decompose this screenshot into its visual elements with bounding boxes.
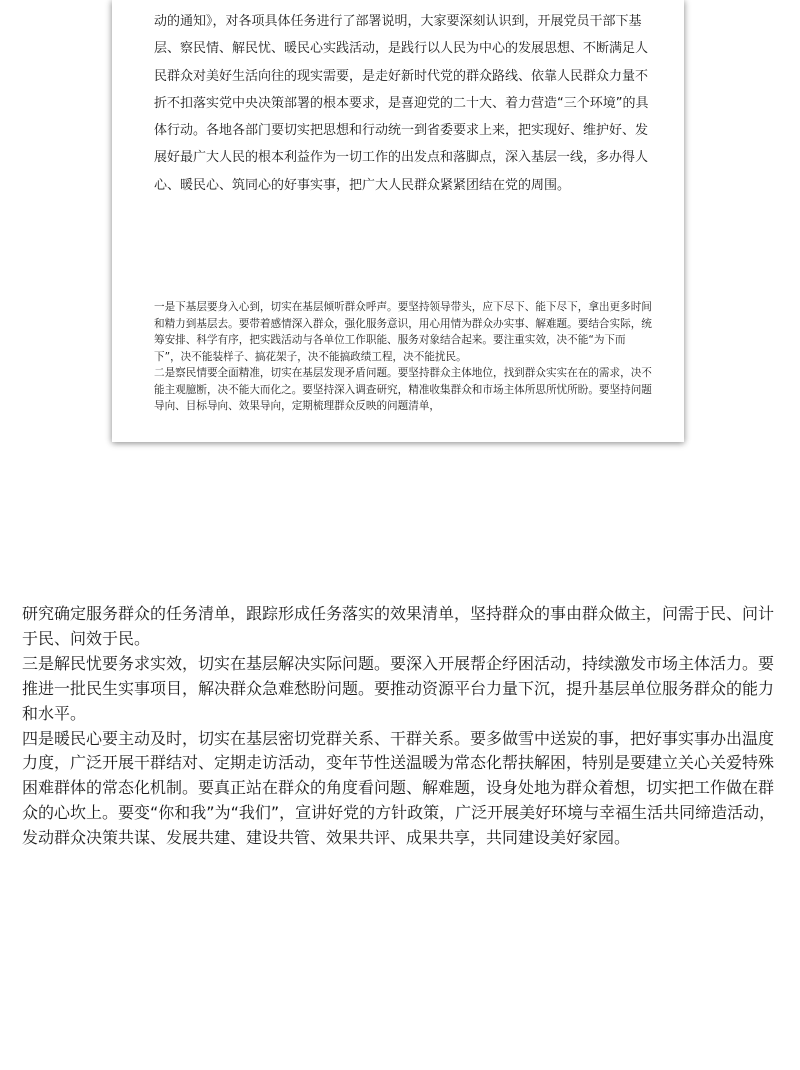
document-preview-card bbox=[112, 0, 684, 442]
item-four-paragraph: 四是暖民心要主动及时，切实在基层密切党群关系、干群关系。要多做雪中送炭的事，把好事实事办出温度力度，广泛开展干群结对、定期走访活动，变年节性送温暖为常态化帮扶解困，特别是要建立关心关爱特殊困难群体的常态化机制。要真正站在群众的角度看问题、解难题，设身处地为群众着想，切实把工作做在群众的心坎上。要变“你和我”为“我们”，宣讲好党的方针政策，广泛开展美好环境与幸福生活共同缔造活动，发动群众决策共谋、发展共建、建设共管、效果共评、成果共享，共同建设美好家园。 bbox=[22, 728, 776, 848]
card-main-paragraph: 动的通知》，对各项具体任务进行了部署说明，大家要深刻认识到，开展党员干部下基层、察民情、解民忧、暖民心实践活动，是践行以人民为中心的发展思想、不断满足人民群众对美好生活向往的现实需要，是走好新时代党的群众路线、依靠人民群众力量不折不扣落实党中央决策部署的根本要求，是喜迎党的二十大、着力营造“三个环境”的具体行动。各地各部门要切实把思想和行动统一到省委要求上来，把实现好、维护好、发展好最广大人民的根本利益作为一切工作的出发点和落脚点，深入基层一线，多办得人心、暖民心、筑同心的好事实事，把广大人民群众紧紧团结在党的周围。 bbox=[154, 14, 649, 193]
card-item-one: 一是下基层要身入心到，切实在基层倾听群众呼声。要坚持领导带头，应下尽下、能下尽下，拿出更多时间和精力到基层去。要带着感情深入群众，强化服务意识，用心用情为群众办实事、解难题。要结合实际，统筹安排、科学有序，把实践活动与各单位工作职能、服务对象结合起来。要注重实效，决不能“为下而下”，决不能装样子、搞花架子，决不能搞政绩工程，决不能扰民。 bbox=[154, 301, 652, 363]
continuation-text bbox=[22, 602, 778, 851]
card-item-two: 二是察民情要全面精准，切实在基层发现矛盾问题。要坚持群众主体地位，找到群众实实在在的需求，决不能主观臆断，决不能大而化之。要坚持深入调查研究，精准收集群众和市场主体所思所忧所盼。要坚持问题导向、目标导向、效果导向，定期梳理群众反映的问题清单， bbox=[154, 367, 652, 412]
item-two-end-paragraph: 研究确定服务群众的任务清单，跟踪形成任务落实的效果清单，坚持群众的事由群众做主，问需于民、问计于民、问效于民。 bbox=[22, 604, 775, 648]
card-main-text bbox=[154, 8, 652, 199]
card-detail-text bbox=[154, 299, 652, 415]
item-three-paragraph: 三是解民忧要务求实效，切实在基层解决实际问题。要深入开展帮企纾困活动，持续激发市场主体活力。要推进一批民生实事项目，解决群众急难愁盼问题。要推动资源平台力量下沉，提升基层单位服务群众的能力和水平。 bbox=[22, 653, 775, 723]
